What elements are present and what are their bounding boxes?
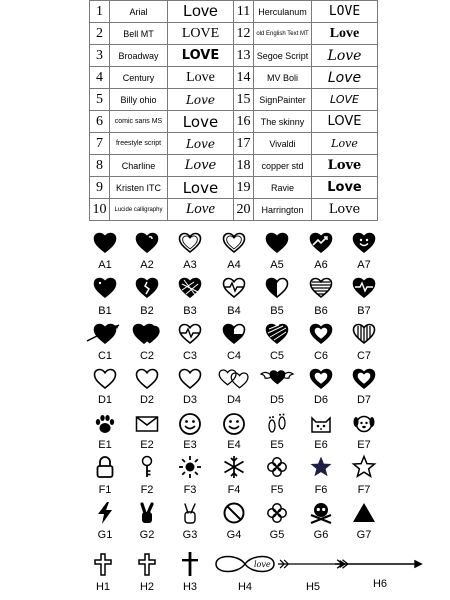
font-sample: Love (168, 111, 234, 133)
icon-label: F2 (140, 484, 154, 496)
heart-trend-icon (303, 229, 339, 257)
broken-heart-icon (129, 274, 165, 302)
icon-label: G7 (356, 529, 372, 541)
font-number: 10 (90, 199, 110, 221)
font-sample: Love (312, 177, 378, 199)
font-name: The skinny (254, 111, 312, 133)
font-sample: Love (312, 199, 378, 221)
font-name: Ravie (254, 177, 312, 199)
table-row (90, 155, 378, 177)
font-name: Century (110, 67, 168, 89)
icon-label: G1 (97, 529, 113, 541)
icon-label: D6 (313, 394, 329, 406)
font-sample: LOVE (168, 23, 234, 45)
font-sample: Love (168, 1, 234, 23)
font-sample: Love (312, 67, 378, 89)
icon-label: A7 (357, 259, 371, 271)
font-sample: LOVE (312, 111, 378, 133)
star-outline-icon (346, 453, 382, 481)
font-name: Charline (110, 155, 168, 177)
icon-label: D2 (139, 394, 155, 406)
table-row (90, 67, 378, 89)
table-row (90, 45, 378, 67)
icon-label: B5 (270, 305, 284, 317)
icon-label: D3 (182, 394, 198, 406)
heart-curl-icon (129, 229, 165, 257)
icon-label: E7 (357, 439, 371, 451)
font-number: 11 (234, 1, 254, 23)
smiley-icon (216, 410, 252, 438)
font-table-body (90, 1, 378, 221)
skull-crossbones-icon (303, 499, 339, 527)
font-sample: Love (168, 133, 234, 155)
icon-label: A1 (98, 259, 112, 271)
font-name: old English Text MT (254, 23, 312, 45)
cross-outline-icon (85, 550, 121, 578)
icon-label: E2 (140, 439, 154, 451)
font-name: Billy ohio (110, 89, 168, 111)
icon-label: A6 (314, 259, 328, 271)
font-sample: LOVE (168, 45, 234, 67)
heart-smile-icon (346, 229, 382, 257)
font-name: Herculanum (254, 1, 312, 23)
half-heart-icon (259, 274, 295, 302)
paw-icon (87, 410, 123, 438)
table-row (90, 1, 378, 23)
icon-label: B2 (140, 305, 154, 317)
peace-hand-icon (129, 499, 165, 527)
icon-label: B3 (183, 305, 197, 317)
star-icon (303, 453, 339, 481)
dog-icon (346, 410, 382, 438)
clover-icon (259, 453, 295, 481)
heart-quarter-icon (216, 320, 252, 348)
icon-label: G4 (226, 529, 242, 541)
font-number: 20 (234, 199, 254, 221)
heart-vertical-stripes-icon (346, 320, 382, 348)
infinity-love-text: love (254, 560, 271, 569)
table-row (90, 199, 378, 221)
font-number: 18 (234, 155, 254, 177)
double-outline-heart-icon (216, 229, 252, 257)
heart-outline-icon (172, 365, 208, 393)
font-number: 2 (90, 23, 110, 45)
icon-label: G3 (182, 529, 198, 541)
icon-label: F4 (227, 484, 241, 496)
font-sample: LOVE (312, 1, 378, 23)
icon-label: F7 (357, 484, 371, 496)
cross-icon (172, 550, 208, 578)
triangle-icon (346, 499, 382, 527)
icon-label: H4 (237, 581, 253, 593)
heart-outline-icon (129, 365, 165, 393)
font-sample: Love (168, 199, 234, 221)
table-row (90, 23, 378, 45)
icon-label: H5 (305, 581, 321, 593)
font-number: 4 (90, 67, 110, 89)
font-name: Harrington (254, 199, 312, 221)
heart-icon (87, 229, 123, 257)
font-sample: Love (168, 89, 234, 111)
icon-label: C7 (356, 350, 372, 362)
footprints-icon (259, 410, 295, 438)
font-number: 14 (234, 67, 254, 89)
clover-icon (259, 499, 295, 527)
font-number: 9 (90, 177, 110, 199)
font-number: 17 (234, 133, 254, 155)
heart-striped-icon (303, 274, 339, 302)
icon-label: H3 (182, 581, 198, 593)
envelope-icon (129, 410, 165, 438)
font-sample: Love (312, 23, 378, 45)
font-number: 3 (90, 45, 110, 67)
winged-heart-icon (259, 365, 295, 393)
icon-label: C2 (139, 350, 155, 362)
icon-label: D7 (356, 394, 372, 406)
icon-label: F6 (314, 484, 328, 496)
heart-outline-icon (87, 365, 123, 393)
font-sample: Love (312, 133, 378, 155)
table-row (90, 111, 378, 133)
heart-in-heart-icon (303, 365, 339, 393)
sun-icon (172, 453, 208, 481)
icon-label: D4 (226, 394, 242, 406)
font-name: SignPainter (254, 89, 312, 111)
font-number: 8 (90, 155, 110, 177)
snowflake-icon (216, 453, 252, 481)
icon-label: C5 (269, 350, 285, 362)
icon-label: E6 (314, 439, 328, 451)
icon-label: E4 (227, 439, 241, 451)
font-name: copper std (254, 155, 312, 177)
icon-label: A2 (140, 259, 154, 271)
lock-icon (87, 453, 123, 481)
font-name: Segoe Script (254, 45, 312, 67)
icon-label: G6 (313, 529, 329, 541)
icon-label: F1 (98, 484, 112, 496)
icon-label: C1 (97, 350, 113, 362)
font-sample: Love (312, 45, 378, 67)
heart-lattice-icon (172, 274, 208, 302)
icon-label: D1 (97, 394, 113, 406)
cross-outline-icon (129, 550, 165, 578)
double-heart-icon (129, 320, 165, 348)
icon-label: F5 (270, 484, 284, 496)
icon-label: H1 (95, 581, 111, 593)
heart-in-heart-icon (346, 365, 382, 393)
icon-label: C6 (313, 350, 329, 362)
arrow-icon (335, 550, 425, 578)
icon-label: C3 (182, 350, 198, 362)
icon-label: B4 (227, 305, 241, 317)
linked-hearts-icon (216, 365, 252, 393)
font-name: Lucide calligraphy (110, 199, 168, 221)
font-number: 16 (234, 111, 254, 133)
icon-label: H2 (139, 581, 155, 593)
font-number: 6 (90, 111, 110, 133)
font-number: 19 (234, 177, 254, 199)
icon-label: A4 (227, 259, 241, 271)
icon-label: E1 (98, 439, 112, 451)
icon-label: E5 (270, 439, 284, 451)
font-name: Vivaldi (254, 133, 312, 155)
font-number: 5 (90, 89, 110, 111)
font-sample: Love (312, 155, 378, 177)
peace-hand-outline-icon (172, 499, 208, 527)
heart-pulse-line-icon (346, 274, 382, 302)
table-row (90, 177, 378, 199)
font-name: MV Boli (254, 67, 312, 89)
icon-label: G2 (139, 529, 155, 541)
font-number: 15 (234, 89, 254, 111)
icon-label: D5 (269, 394, 285, 406)
heart-arrow-icon (87, 320, 123, 348)
icon-label: B7 (357, 305, 371, 317)
font-name: Arial (110, 1, 168, 23)
double-outline-heart-icon (172, 229, 208, 257)
icon-label: B1 (98, 305, 112, 317)
font-name: comic sans MS (110, 111, 168, 133)
table-row (90, 89, 378, 111)
heart-dotted-icon (87, 274, 123, 302)
icon-label: A5 (270, 259, 284, 271)
icon-label: C4 (226, 350, 242, 362)
font-number: 1 (90, 1, 110, 23)
font-number: 7 (90, 133, 110, 155)
heart-scribble-icon (259, 320, 295, 348)
font-name: freestyle script (110, 133, 168, 155)
font-number: 12 (234, 23, 254, 45)
lightning-icon (87, 499, 123, 527)
font-sample: Love (168, 177, 234, 199)
icon-label: G5 (269, 529, 285, 541)
font-sample: Love (168, 155, 234, 177)
icon-label: B6 (314, 305, 328, 317)
infinity-love-icon (210, 550, 280, 578)
icon-label: E3 (183, 439, 197, 451)
heart-icon (259, 229, 295, 257)
heart-pulse-icon (172, 320, 208, 348)
smiley-icon (172, 410, 208, 438)
icon-label: A3 (183, 259, 197, 271)
key-icon (129, 453, 165, 481)
table-row (90, 133, 378, 155)
icon-label: F3 (183, 484, 197, 496)
heart-pulse-icon (216, 274, 252, 302)
prohibited-icon (216, 499, 252, 527)
font-sample: Love (168, 67, 234, 89)
font-number: 13 (234, 45, 254, 67)
cat-icon (303, 410, 339, 438)
icon-label: H6 (372, 578, 388, 590)
font-table (89, 0, 378, 221)
font-name: Broadway (110, 45, 168, 67)
font-name: Bell MT (110, 23, 168, 45)
font-sample: LOVE (312, 89, 378, 111)
font-name: Kristen ITC (110, 177, 168, 199)
heart-in-heart-icon (303, 320, 339, 348)
